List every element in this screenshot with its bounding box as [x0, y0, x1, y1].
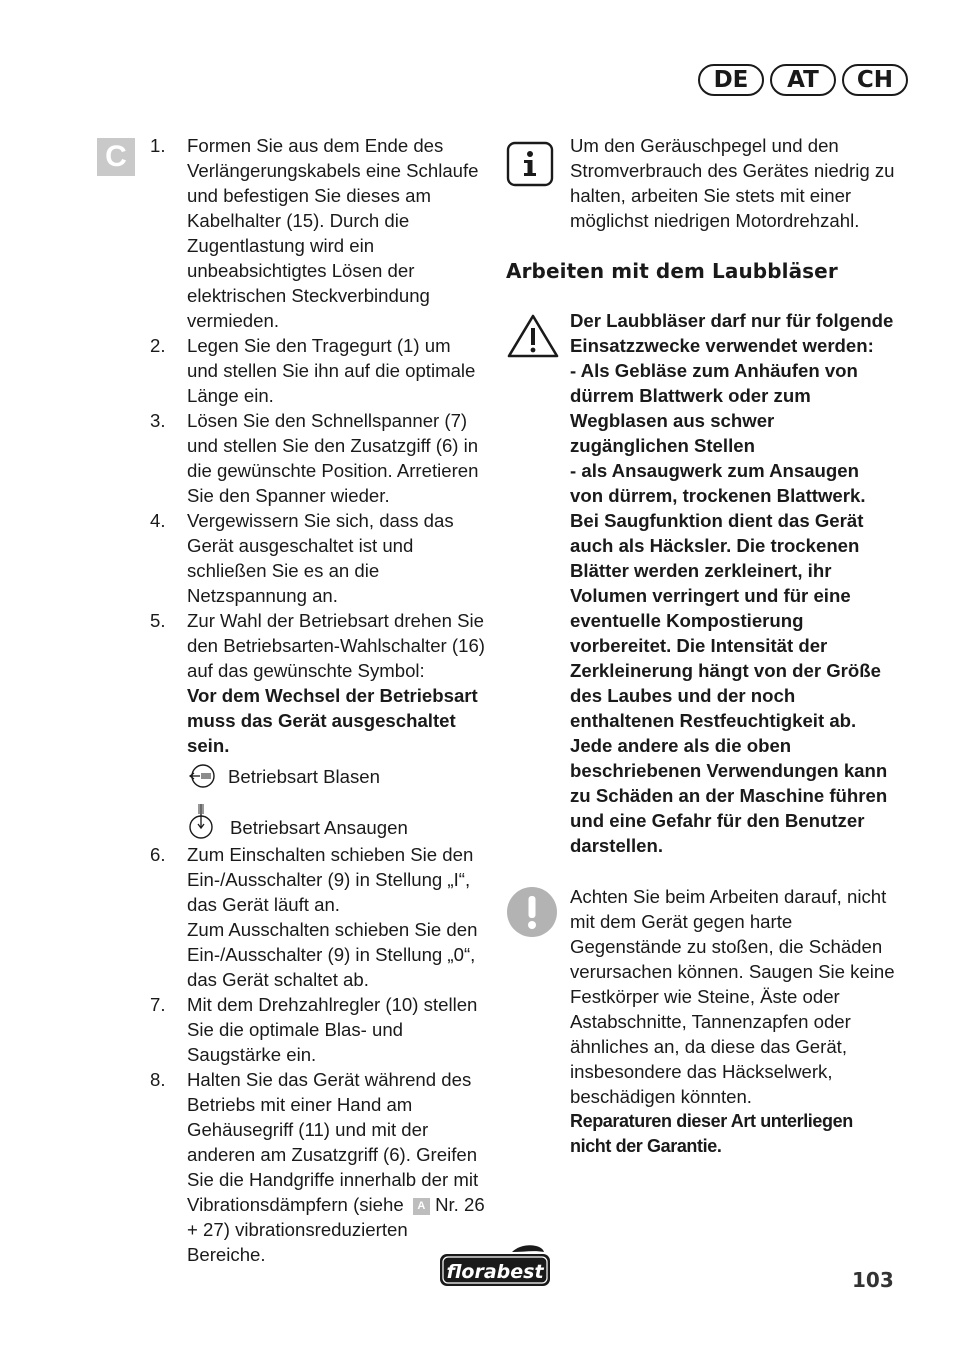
step-number: 2.	[150, 335, 166, 356]
page-number: 103	[852, 1268, 894, 1292]
list-item	[150, 408, 485, 508]
right-column	[506, 133, 896, 1159]
step-text: Zum Einschalten schieben Sie den Ein-/Ausschalter (9) in Stellung „I“, das Gerät läuft an.	[187, 844, 474, 915]
logo-text: florabest	[446, 1261, 544, 1283]
step-number: 6.	[150, 844, 166, 865]
warning-note	[506, 308, 896, 858]
list-item	[150, 608, 485, 758]
mode-blow	[187, 758, 485, 794]
figure-reference-badge: A	[413, 1198, 430, 1215]
step-number: 5.	[150, 610, 166, 631]
warning-text-4: Jede andere als die oben beschriebenen Verwendungen kann zu Schäden an der Maschine führen und eine Gefahr für den Benutzer darstellen.	[570, 735, 888, 856]
list-item	[150, 133, 485, 333]
lang-ch: CH	[842, 64, 908, 96]
step-number: 4.	[150, 510, 166, 531]
florabest-logo-icon	[438, 1244, 552, 1292]
step-text: Halten Sie das Gerät während des Betriebs mit einer Hand am Gehäusegriff (11) und mit der anderen am Zusatzgriff (6). Greifen Sie die Handgriffe innerhalb der mit Vibrationsdämpfern (siehe	[187, 1069, 479, 1215]
blow-mode-icon	[187, 763, 221, 789]
mode-blow-label: Betriebsart Blasen	[228, 765, 380, 787]
step-text: Lösen Sie den Schnellspanner (7) und stellen Sie den Zusatzgiff (6) in die gewünschte Position. Arretieren Sie den Spanner wieder.	[187, 410, 479, 506]
lang-de: DE	[698, 64, 764, 96]
suck-mode-icon	[187, 802, 221, 840]
list-item	[150, 1067, 485, 1267]
step-warning-text: Vor dem Wechsel der Betriebsart muss das Gerät ausgeschaltet sein.	[187, 685, 478, 756]
brand-logo	[438, 1244, 552, 1297]
step-number: 3.	[150, 410, 166, 431]
step-text: Formen Sie aus dem Ende des Verlängerungskabels eine Schlaufe und befestigen Sie dieses am Kabelhalter (15). Durch die Zugentlastung wird ein unbeabsichtigtes Lösen der elektrischen Steckverbindung vermieden.	[187, 135, 479, 331]
section-heading: Arbeiten mit dem Laubbläser	[506, 259, 838, 283]
step-text-2: Zum Ausschalten schieben Sie den Ein-/Ausschalter (9) in Stellung „0“, das Gerät schaltet ab.	[187, 919, 478, 990]
mode-suck	[187, 794, 485, 842]
info-icon	[506, 141, 554, 187]
step-text: Vergewissern Sie sich, dass das Gerät ausgeschaltet ist und schließen Sie es an die Netzspannung an.	[187, 510, 454, 606]
step-number: 7.	[150, 994, 166, 1015]
warning-triangle-icon	[506, 312, 560, 360]
steps-list	[150, 133, 485, 1267]
warning-text-2: - Als Gebläse zum Anhäufen von dürrem Blattwerk oder zum Wegblasen aus schwer zugänglichen Stellen	[570, 360, 858, 456]
warning-text-3: - als Ansaugwerk zum Ansaugen von dürrem, trockenen Blattwerk. Bei Saugfunktion dient das Gerät auch als Häcksler. Die trockenen Blätter werden zerkleinert, ihr Volumen verringert und für eine eventuelle Kompostierung vorbereitet. Die Intensität der Zerkleinerung hängt von der Größe des Laubes und der noch enthaltenen Restfeuchtigkeit ab.	[570, 460, 881, 731]
mode-suck-label: Betriebsart Ansaugen	[230, 817, 408, 838]
list-item	[150, 333, 485, 408]
caution-text: Achten Sie beim Arbeiten darauf, nicht mit dem Gerät gegen harte Gegenstände zu stoßen, die Schäden verursachen können. Saugen Sie keine Festkörper wie Steine, Äste oder Astabschnitte, Tannenzapfen oder ähnliches an, da diese das Gerät, insbesondere das Häckselwerk, beschädigen könnten.	[570, 886, 895, 1107]
language-badges	[698, 64, 908, 96]
info-note	[506, 133, 896, 233]
info-note-text: Um den Geräuschpegel und den Stromverbrauch des Gerätes niedrig zu halten, arbeiten Sie stets mit einer möglichst niedrigen Motordrehzahl.	[570, 135, 895, 231]
caution-note	[506, 884, 896, 1159]
list-item	[150, 508, 485, 608]
step-number: 1.	[150, 135, 166, 156]
lang-at: AT	[770, 64, 836, 96]
step-text: Legen Sie den Tragegurt (1) um und stellen Sie ihn auf die optimale Länge ein.	[187, 335, 476, 406]
step-text: Mit dem Drehzahlregler (10) stellen Sie die optimale Blas- und Saugstärke ein.	[187, 994, 478, 1065]
step-text: Zur Wahl der Betriebsart drehen Sie den Betriebsarten-Wahlschalter (16) auf das gewünschte Symbol:	[187, 610, 485, 681]
list-item	[150, 842, 485, 992]
step-text-post: Nr. 26 + 27) vibrationsreduzierten Bereiche.	[187, 1194, 485, 1265]
step-number: 8.	[150, 1069, 166, 1090]
section-badge: C	[97, 138, 135, 176]
warning-text-1: Der Laubbläser darf nur für folgende Einsatzzwecke verwendet werden:	[570, 310, 894, 356]
caution-bold-text: Reparaturen dieser Art unterliegen nicht der Garantie.	[570, 1111, 853, 1156]
caution-icon	[506, 886, 558, 938]
list-item	[150, 992, 485, 1067]
